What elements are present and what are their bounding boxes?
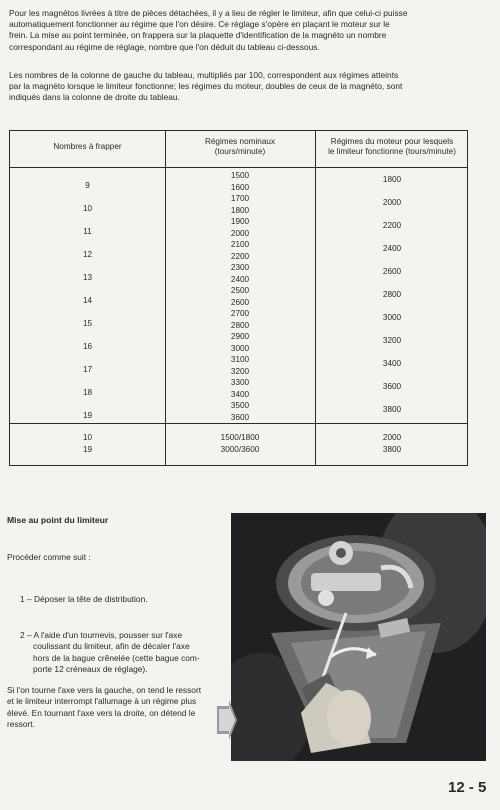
nominal-value: 2500 bbox=[230, 286, 250, 295]
explanation-line: Les nombres de la colonne de gauche du tableau, multipliés par 100, correspondent aux régimes atteints bbox=[9, 70, 399, 80]
note-line: élevé. En tournant l'axe vers la droite, on détend le bbox=[7, 707, 196, 718]
explanation-paragraph bbox=[9, 70, 487, 104]
summary-nominal: 3000/3600 bbox=[220, 445, 260, 454]
summary-number: 10 bbox=[82, 433, 93, 442]
engine-value: 2600 bbox=[382, 266, 402, 276]
engine-value: 3400 bbox=[382, 358, 402, 368]
nominal-value: 3200 bbox=[230, 366, 250, 376]
number-value: 19 bbox=[82, 410, 93, 420]
summary-number: 19 bbox=[82, 445, 93, 454]
nominal-value: 1700 bbox=[230, 194, 250, 203]
engine-value: 3800 bbox=[382, 404, 402, 414]
magneto-illustration bbox=[231, 513, 486, 761]
explanation-line: indiqués dans la colonne de droite du tableau. bbox=[9, 92, 180, 103]
engine-value: 2800 bbox=[382, 289, 402, 299]
nominal-value: 2300 bbox=[230, 263, 250, 272]
summary-engine: 2000 bbox=[382, 433, 402, 442]
nominal-value: 1900 bbox=[230, 217, 250, 226]
header-numbers: Nombres à frapper bbox=[53, 142, 122, 151]
nominal-value: 3600 bbox=[230, 412, 250, 422]
intro-paragraph bbox=[9, 8, 487, 53]
rpm-table bbox=[9, 130, 468, 466]
arrow-marker-icon bbox=[217, 700, 237, 740]
table-header-divider bbox=[10, 167, 467, 168]
engine-value: 2000 bbox=[382, 197, 402, 207]
step-2-line: hors de la bague crênelée (cette bague com- bbox=[33, 652, 200, 663]
number-value: 17 bbox=[82, 364, 93, 374]
nominal-value: 3400 bbox=[230, 389, 250, 399]
section-title: Mise au point du limiteur bbox=[7, 515, 109, 525]
nominal-value: 2900 bbox=[230, 332, 250, 341]
nominal-value: 2600 bbox=[230, 297, 250, 307]
explanation-line: par la magnéto lorsque le limiteur fonctionne; les régimes du moteur, doubles de ceux de la magnéto, sont bbox=[9, 81, 403, 92]
number-value: 12 bbox=[82, 249, 93, 259]
page-number: 12 - 5 bbox=[448, 779, 487, 796]
intro-line: Pour les magnétos livrées à titre de pièces détachées, il y a lieu de régler le limiteur, afin que celui-ci puisse bbox=[9, 8, 408, 18]
engine-value: 3600 bbox=[382, 381, 402, 391]
intro-line: automatiquement fonctionner au régime que l'on désire. Ce réglage s'opère en plaçant le moteur sur le bbox=[9, 19, 390, 30]
number-value: 15 bbox=[82, 318, 93, 328]
nominal-value: 1800 bbox=[230, 205, 250, 215]
header-nominal-line1: Régimes nominaux bbox=[204, 137, 276, 146]
nominal-value: 3100 bbox=[230, 355, 250, 364]
note-line: et le limiteur interrompt l'allumage à un régime plus bbox=[7, 696, 197, 707]
summary-engine: 3800 bbox=[382, 445, 402, 454]
number-value: 16 bbox=[82, 341, 93, 351]
magneto-photo bbox=[231, 513, 486, 761]
nominal-value: 2000 bbox=[230, 228, 250, 238]
procedure-intro: Procéder comme suit : bbox=[7, 552, 91, 562]
nominal-value: 2100 bbox=[230, 240, 250, 249]
summary-nominal: 1500/1800 bbox=[220, 433, 260, 442]
step-2-line: coulissant du limiteur, afin de décaler l'axe bbox=[33, 641, 190, 652]
note-paragraph bbox=[7, 685, 222, 731]
intro-line: frein. La mise au point terminée, on frappera sur la plaquette d'identification de la magnéto un nombre bbox=[9, 30, 387, 41]
header-engine-line2: le limiteur fonctionne (tours/minute) bbox=[328, 147, 456, 156]
nominal-value: 3500 bbox=[230, 401, 250, 410]
intro-line: correspondant au régime de réglage, nombre que l'on déduit du tableau ci-dessous. bbox=[9, 41, 320, 52]
engine-value: 2400 bbox=[382, 243, 402, 253]
number-value: 10 bbox=[82, 203, 93, 213]
step-1: 1 – Déposer la tête de distribution. bbox=[20, 594, 148, 604]
nominal-value: 2700 bbox=[230, 309, 250, 318]
note-line: Si l'on tourne l'axe vers la gauche, on tend le ressort bbox=[7, 685, 202, 695]
number-value: 14 bbox=[82, 295, 93, 305]
nominal-value: 1600 bbox=[230, 182, 250, 192]
nominal-value: 2200 bbox=[230, 251, 250, 261]
header-nominal-line2: (tours/minute) bbox=[214, 147, 266, 156]
engine-value: 1800 bbox=[382, 174, 402, 184]
engine-value: 3000 bbox=[382, 312, 402, 322]
table-summary-divider bbox=[10, 423, 467, 424]
step-2-lead: 2 – A l'aide d'un tournevis, pousser sur l'axe bbox=[20, 630, 183, 640]
note-line: ressort. bbox=[7, 719, 35, 730]
nominal-value: 1500 bbox=[230, 171, 250, 180]
header-engine-line1: Régimes du moteur pour lesquels bbox=[330, 137, 454, 146]
nominal-value: 3000 bbox=[230, 343, 250, 353]
engine-value: 2200 bbox=[382, 220, 402, 230]
nominal-value: 2800 bbox=[230, 320, 250, 330]
number-value: 13 bbox=[82, 272, 93, 282]
nominal-value: 2400 bbox=[230, 274, 250, 284]
engine-value: 3200 bbox=[382, 335, 402, 345]
number-value: 9 bbox=[85, 180, 90, 190]
nominal-value: 3300 bbox=[230, 378, 250, 387]
number-value: 18 bbox=[82, 387, 93, 397]
number-value: 11 bbox=[83, 226, 92, 236]
step-2-line: porte 12 créneaux de réglage). bbox=[33, 664, 148, 675]
step-2 bbox=[20, 630, 220, 676]
